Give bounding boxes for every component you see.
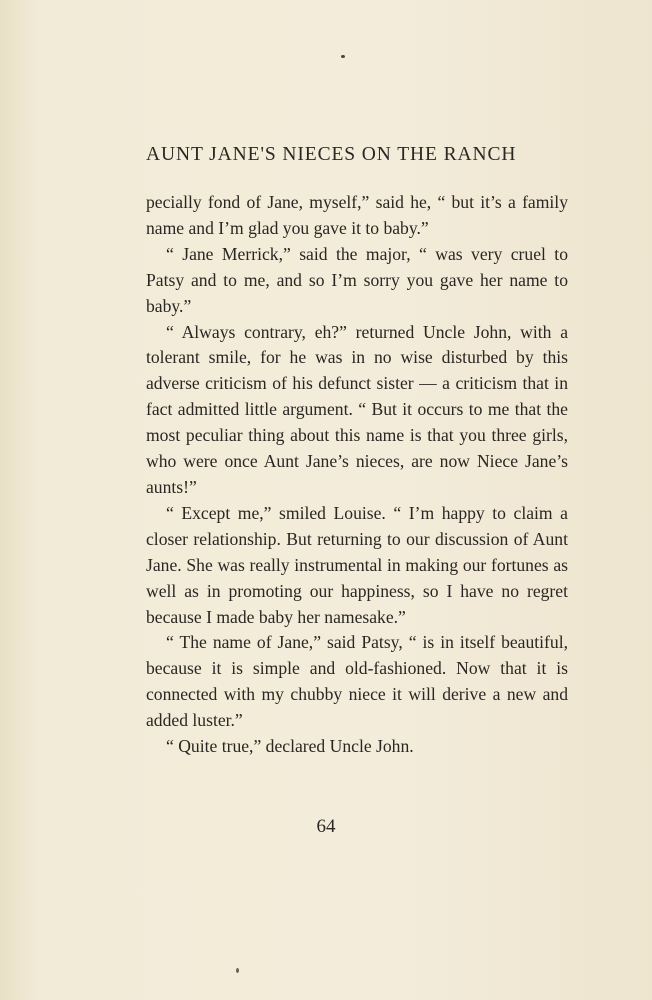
- ink-speck: [341, 55, 345, 58]
- paragraph: “ Except me,” smiled Louise. “ I’m happy to claim a closer relationship. But returning to our discussion of Aunt Jane. She was really instrumental in making our fortunes as well as in promoting our happiness, so I have no regret because I made baby her namesake.”: [146, 502, 568, 627]
- ink-speck: [236, 968, 239, 973]
- paragraph: “ Quite true,” declared Uncle John.: [166, 736, 414, 757]
- paragraph: “ The name of Jane,” said Patsy, “ is in itself beautiful, because it is simple and old-fashioned. Now that it is connected with my chubby niece it will derive a new and added luster.”: [146, 632, 568, 731]
- paragraph: “ Jane Merrick,” said the major, “ was very cruel to Patsy and to me, and so I’m sorry you gave her name to baby.”: [146, 243, 568, 316]
- running-head: AUNT JANE'S NIECES ON THE RANCH: [146, 144, 517, 165]
- paragraph: pecially fond of Jane, myself,” said he, “ but it’s a family name and I’m glad you gave it to baby.”: [146, 192, 568, 238]
- page-number: 64: [316, 816, 336, 837]
- body-text: [146, 190, 568, 760]
- paragraph: “ Always contrary, eh?” returned Uncle John, with a tolerant smile, for he was in no wise disturbed by this adverse criticism of his defunct sister — a criticism that in fact admitted little argument. “ But it occurs to me that the most peculiar thing about this name is that you three girls, who were once Aunt Jane’s nieces, are now Niece Jane’s aunts!”: [146, 321, 568, 497]
